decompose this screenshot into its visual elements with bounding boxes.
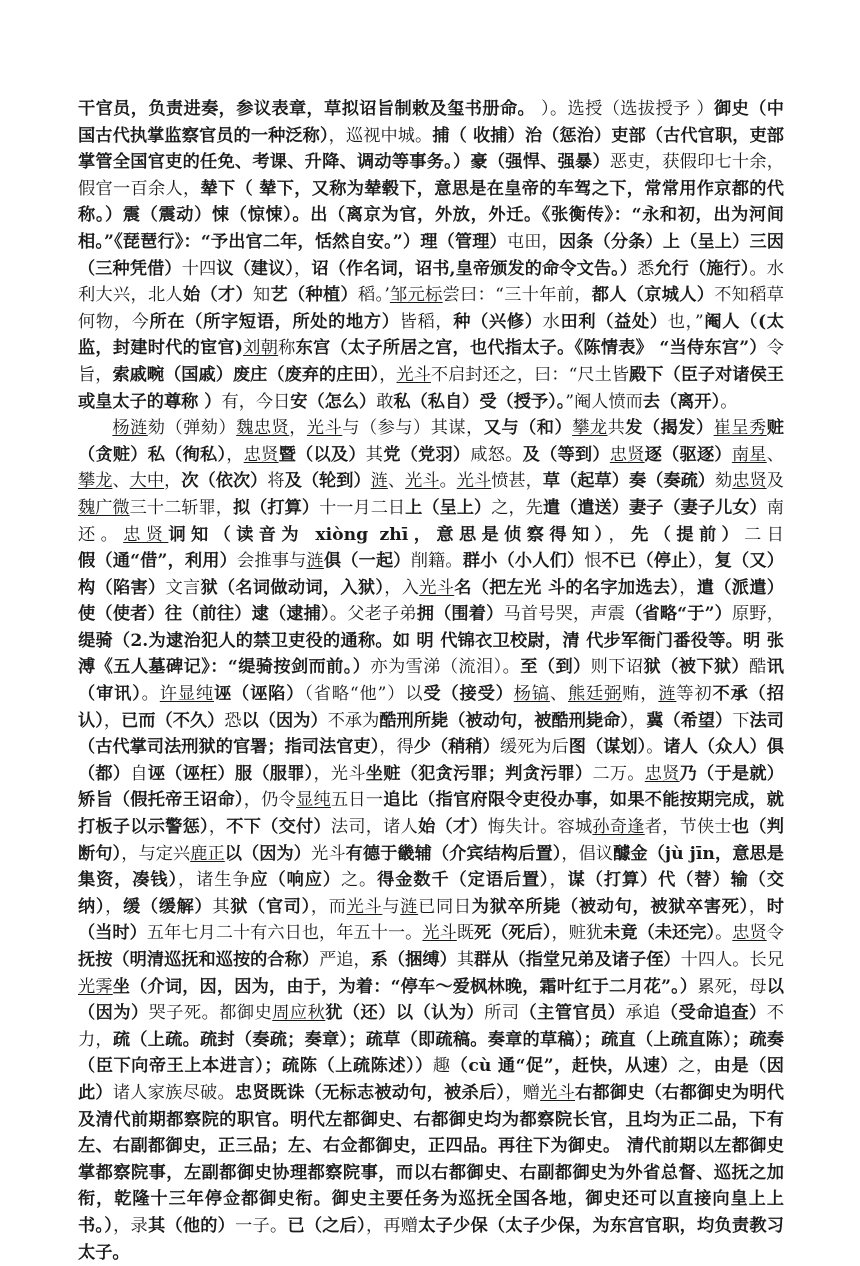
text-segment: ， xyxy=(697,551,715,572)
annotation-text: 允行（施行） xyxy=(654,258,750,279)
text-segment: 屯田， xyxy=(506,231,559,252)
annotation-text: 上（呈上） xyxy=(405,497,492,518)
text-segment: 劾（弹劾） xyxy=(147,418,237,439)
text-segment: 五年七月二十有六日也，年五十一。 xyxy=(146,923,423,944)
text-segment: 承追 xyxy=(625,1003,661,1024)
text-segment: ， xyxy=(208,817,227,838)
annotation-text: 干官员，负责进奏，参议表章，草拟诏旨制敕及玺书册命。 xyxy=(78,99,536,119)
annotation-text: 始（才） xyxy=(183,285,253,306)
annotation-text: 酷刑所毙（被动句，被酷刑毙命） xyxy=(379,710,629,731)
annotation-text: 有德于畿辅（介宾结构后置） xyxy=(345,843,562,864)
person-name: 光霁 xyxy=(78,976,113,997)
text-segment: 及 xyxy=(766,471,784,492)
annotation-text: 图（谋划） xyxy=(568,737,647,758)
person-name: 忠贤 xyxy=(732,471,767,492)
text-segment: 自 xyxy=(130,763,148,784)
annotation-text: 逐（驱逐） xyxy=(644,444,732,465)
annotation-text: 拟（打算） xyxy=(232,497,320,518)
text-segment: ，入 xyxy=(384,577,420,598)
text-segment: 称 xyxy=(278,338,296,359)
annotation-text: 种（兴修） xyxy=(453,311,543,332)
text-segment: ， xyxy=(105,896,123,917)
annotation-text: 都人（京城人） xyxy=(591,285,715,306)
annotation-text: 以（因为） xyxy=(78,976,784,1024)
annotation-text: 以（因为） xyxy=(241,710,328,731)
annotation-text: 先（提前） xyxy=(631,524,745,545)
annotation-text: （cù 通“促”，赶快，从速） xyxy=(450,1056,679,1077)
annotation-text: 去（离开） xyxy=(642,391,721,412)
annotation-text: 其（他的） xyxy=(147,1215,236,1236)
annotation-text: 应（响应） xyxy=(250,870,341,891)
text-segment: 稻。’ xyxy=(358,285,390,306)
text-segment: ， xyxy=(164,471,182,492)
annotation-text: 田利（益处） xyxy=(560,311,668,332)
text-segment: 法司，诸人 xyxy=(330,817,419,838)
annotation-text: 谋（打算）代（替）输（交纳） xyxy=(78,870,784,917)
text-segment: 令 xyxy=(766,923,784,944)
annotation-text: 已（之后） xyxy=(287,1215,366,1236)
text-segment: 之，先 xyxy=(491,497,543,518)
text-segment: 录 xyxy=(130,1215,148,1236)
annotation-text: 坐（介词，因，因为，由于，为着：“停车～爱枫林晚，霜叶红于二月花”。） xyxy=(112,976,698,997)
annotation-text: 群小（小人们） xyxy=(462,551,585,572)
text-segment: 悉 xyxy=(637,258,655,279)
annotation-text: 及（等到） xyxy=(522,444,610,465)
text-segment: 不承为 xyxy=(327,710,380,731)
text-segment: 之， xyxy=(678,1056,714,1077)
text-segment: 缓死为后 xyxy=(499,737,569,758)
text-segment: 其 xyxy=(456,950,475,970)
annotation-text: 议（建议） xyxy=(216,258,295,279)
text-segment: 共 xyxy=(607,418,626,439)
text-segment: ， xyxy=(549,870,568,891)
annotation-text: 辇下（ 辇下，又称为辇毂下，意思是在皇帝的车驾之下，常常用作京都的代称。）震（震动）悚（惊悚）。出（离京为官，外放，外迁。《张衡传》：“永和初，出为河间相。”《琵琶行》：“予出官二年，恬然自安。”）理（管理） xyxy=(78,178,784,252)
text-segment: ， xyxy=(226,444,244,465)
person-name: 崔呈秀 xyxy=(713,418,767,439)
text-segment: 劾 xyxy=(715,471,733,492)
person-name: 涟 xyxy=(400,896,419,917)
text-segment: ， xyxy=(294,258,312,279)
person-name: 光斗 xyxy=(540,1082,576,1103)
person-name: 杨镐 xyxy=(513,684,550,705)
document-body xyxy=(78,96,784,1266)
annotation-text: 阉人（(太监，封建时代的宦官) xyxy=(78,311,784,359)
person-name: 涟 xyxy=(658,684,677,705)
annotation-text: 拥（围着） xyxy=(416,604,504,625)
text-segment: 马首号哭，声震 xyxy=(503,604,626,625)
annotation-text: 受（接受） xyxy=(423,684,514,705)
person-name: 忠贤 xyxy=(732,923,767,944)
text-segment: ，诸生争 xyxy=(178,870,251,891)
annotation-text: 时（当时） xyxy=(78,896,784,944)
text-segment: 南还。 xyxy=(78,497,784,545)
annotation-text: 私（私自）受（授予）。 xyxy=(393,391,566,412)
person-name: 魏广微 xyxy=(78,497,130,518)
text-segment: ， xyxy=(113,1215,131,1236)
annotation-text: 东宫（太子所居之宫，也代指太子。《陈情表》 “当侍东宫”） xyxy=(295,338,767,359)
annotation-text: 不承（招认） xyxy=(78,684,784,731)
person-name: 忠贤 xyxy=(609,444,645,465)
annotation-text: 狱（官司） xyxy=(230,896,311,917)
annotation-text: 抚按（明清巡抚和巡按的合称） xyxy=(78,950,320,970)
text-segment: 光斗 xyxy=(311,843,346,864)
annotation-text: 不已（停止） xyxy=(601,551,698,572)
text-segment: 尝曰：“三十年前， xyxy=(442,285,592,306)
text-segment: 其谋， xyxy=(430,418,484,439)
text-segment: ， xyxy=(608,524,632,545)
annotation-text: 太子少保（太子少保，为东宫官职，均负责教习太子。 xyxy=(78,1215,784,1263)
annotation-text: 次（依次） xyxy=(181,471,268,492)
person-name: 攀龙 xyxy=(572,418,608,439)
text-segment: 亦为 xyxy=(370,657,406,678)
text-segment: 十四 xyxy=(181,258,217,279)
annotation-text: 不下（交付） xyxy=(226,817,331,838)
text-segment: 有，今日 xyxy=(221,391,291,412)
text-segment: 则下诏 xyxy=(590,657,644,678)
text-segment: 趣 xyxy=(432,1056,451,1077)
text-segment: 知 xyxy=(253,285,271,306)
annotation-text: 也（判断句） xyxy=(78,817,784,864)
annotation-text: 复（又）构（陷害） xyxy=(78,551,784,598)
text-segment: ，再赠 xyxy=(365,1215,419,1236)
paragraph xyxy=(78,96,784,415)
person-name: 忠贤 xyxy=(243,444,279,465)
person-name: 显纯 xyxy=(296,790,331,811)
text-segment: ，巡视中城。 xyxy=(328,125,433,146)
text-segment: 令旨， xyxy=(78,338,784,385)
text-segment: ，仍令 xyxy=(243,790,297,811)
annotation-text: 死（死后） xyxy=(474,923,552,944)
annotation-text: 名（把左光 斗的名字加选去） xyxy=(454,577,680,598)
annotation-text: 诸人（众人）俱（都） xyxy=(78,737,784,784)
text-segment: 水 xyxy=(542,311,561,332)
person-name: 鹿正 xyxy=(190,843,225,864)
text-segment: 等初 xyxy=(676,684,713,705)
annotation-text: 未竟（未还完） xyxy=(603,923,716,944)
annotation-text: 艺（种植） xyxy=(270,285,358,306)
person-name: 光斗 xyxy=(405,471,440,492)
annotation-text: 草（起草）奏（奏疏） xyxy=(542,471,716,492)
text-segment: 既 xyxy=(456,923,474,944)
person-name: 光斗 xyxy=(346,896,383,917)
person-name: 光斗 xyxy=(419,577,455,598)
person-name: 大中 xyxy=(129,471,165,492)
text-segment: 其 xyxy=(365,444,384,465)
person-name: 孙奇逢 xyxy=(592,817,645,838)
annotation-text: 疏（上疏。疏封（奏疏；奏章）；疏草（即疏稿。奏章的草稿）；疏直（上疏直陈）；疏奏（臣下向帝王上本进言）；疏陈（上疏陈述）） xyxy=(78,1029,784,1077)
person-name: 刘朝 xyxy=(243,338,279,359)
text-segment: 会推事与 xyxy=(237,551,307,572)
text-segment: 累死，母 xyxy=(697,976,767,997)
annotation-text: 坐赃（犯贪污罪；判贪污罪） xyxy=(365,763,593,784)
annotation-text: 系（捆缚） xyxy=(370,950,457,970)
person-name: 杨涟 xyxy=(112,418,148,439)
annotation-text: 追比（指官府限令吏役办事，如果不能按期完成，就打板子以示警惩） xyxy=(78,790,784,838)
person-name: 忠贤 xyxy=(644,763,680,784)
annotation-text: 发（揭发） xyxy=(625,418,714,439)
annotation-text: 诬（诬陷） xyxy=(213,684,305,705)
annotation-text: 右都御史（右都御史为明代及清代前期都察院的职官。明代左都御史、右都御史均为都察院长官，且均为正二品，下有左、右副都御史，正三品；左、右佥都御史，正四品。再往下为御史。 清代前期以左都御史掌都察院事，左副都御史协理都察院事，而以右都御史、右副都御史为外省总督、巡抚之加衔，乾隆十三年停佥都御史衔。御史主要任务为巡抚全国各地，御史还可以直接向皇上上书。） xyxy=(78,1082,784,1236)
text-segment: 也，” xyxy=(667,311,704,332)
text-segment: ， xyxy=(103,710,122,731)
annotation-text: 得金数千（定语后置） xyxy=(377,870,550,891)
text-segment: ，与定兴 xyxy=(121,843,191,864)
person-name: 邹元标 xyxy=(389,285,443,306)
annotation-text: 赃（贪赃）私（徇私） xyxy=(78,418,784,465)
text-segment: 、 xyxy=(387,471,406,492)
annotation-text: 索戚畹（国戚）废庄（废弃的庄田） xyxy=(112,364,380,385)
annotation-text: 乃（于是就） xyxy=(679,763,784,784)
annotation-text: 由是（因此） xyxy=(78,1056,784,1103)
text-segment: 不知稻草何物，今 xyxy=(78,285,784,332)
text-segment: 哭子死。都御史 xyxy=(148,1003,273,1024)
text-segment: 贿， xyxy=(622,684,659,705)
annotation-text: 狱（名词做动词，入狱） xyxy=(200,577,385,598)
annotation-text: 缓（缓解） xyxy=(123,896,213,917)
text-segment: 五日一 xyxy=(330,790,384,811)
text-segment: 、 xyxy=(112,471,130,492)
text-segment: 咸怒。 xyxy=(470,444,523,465)
text-segment: ，倡议 xyxy=(561,843,614,864)
text-segment: ， xyxy=(748,896,767,917)
person-name: 光斗 xyxy=(422,923,457,944)
annotation-text: 捕（ 收捕）治（惩治）吏部（古代官职，吏部掌管全国官吏的任免、考课、升降、调动等事务。） xyxy=(78,125,784,173)
annotation-text: 遣（派遣）使（使者）往（前往）逮（逮捕） xyxy=(78,577,784,625)
text-segment: ，赃犹 xyxy=(551,923,604,944)
text-segment: 恐 xyxy=(224,710,242,731)
text-segment: ）。选授（选拔授予 ） xyxy=(535,99,715,119)
text-segment: ，赠 xyxy=(505,1082,541,1103)
text-segment: 。 xyxy=(720,391,738,412)
text-segment: 二日 xyxy=(744,524,784,545)
text-segment: 酷 xyxy=(749,657,767,678)
text-segment: 不启封还之，曰：“尺土皆 xyxy=(430,364,630,385)
text-segment: 恶吏，获假印七十余，假官一百余人， xyxy=(78,152,784,199)
text-segment: ， xyxy=(379,364,397,385)
text-segment: 文言 xyxy=(165,577,201,598)
person-name: 光斗 xyxy=(396,364,431,385)
person-name: 忠贤 xyxy=(123,524,169,545)
annotation-text: 暨（以及） xyxy=(278,444,366,465)
annotation-text: 俱（一起） xyxy=(323,551,411,572)
annotation-text: （受命追查） xyxy=(660,1003,767,1024)
text-segment: 之。 xyxy=(340,870,378,891)
text-segment: ”阉人愤而 xyxy=(565,391,643,412)
annotation-text: （主管官员） xyxy=(519,1003,626,1024)
text-segment: 。水利大兴，北人 xyxy=(78,258,784,306)
person-name: 熊廷弼 xyxy=(567,684,623,705)
text-segment: ，而 xyxy=(310,896,347,917)
annotation-text: 已而（不久） xyxy=(121,710,225,731)
annotation-text: 安（怎么） xyxy=(290,391,377,412)
text-segment: 。 xyxy=(141,684,160,705)
annotation-text: 诏（作名词，诏书,皇帝颁发的命令文告。） xyxy=(311,258,638,279)
text-segment: 恨 xyxy=(584,551,602,572)
text-segment: 削籍。 xyxy=(410,551,463,572)
annotation-text: 至（到） xyxy=(520,657,591,678)
text-segment: 下 xyxy=(732,710,750,731)
annotation-text: 豪（强悍、强暴） xyxy=(470,152,610,173)
paragraph xyxy=(78,415,784,1266)
text-segment: ，得 xyxy=(379,737,414,758)
annotation-text: 讯（审讯） xyxy=(78,657,784,705)
annotation-text: 法司（古代掌司法刑狱的官署；指司法官吏） xyxy=(78,710,784,758)
text-segment: 将 xyxy=(267,471,285,492)
person-name: 涟 xyxy=(306,551,324,572)
text-segment: 者，节侠士 xyxy=(644,817,732,838)
annotation-text: 冀（希望） xyxy=(646,710,733,731)
text-segment: 。 xyxy=(646,737,664,758)
text-segment: 严追， xyxy=(319,950,371,970)
annotation-text: 殿下（臣子对诸侯王或皇太子的尊称 ） xyxy=(78,364,784,412)
annotation-text: 少（稍稍） xyxy=(413,737,500,758)
annotation-text: 矫旨（假托帝王诏命） xyxy=(78,790,244,811)
annotation-text: 假（通“借”，利用） xyxy=(78,551,238,572)
text-segment: 十一月二日 xyxy=(319,497,406,518)
annotation-text: 因条（分条）上（呈上）三因（三种凭借） xyxy=(78,231,784,279)
text-segment: 与（参与） xyxy=(342,418,431,439)
text-segment: ， xyxy=(679,577,697,598)
annotation-text: 为狱卒所毙（被动句，被狱卒害死） xyxy=(471,896,749,917)
person-name: 光斗 xyxy=(306,418,343,439)
annotation-text: 缇骑（2.为逮治犯人的禁卫吏役的通称。如 明 代锦衣卫校尉，清 代步军衙门番役等。明 张溥《五人墓碑记》：“缇骑按剑而前。） xyxy=(78,630,784,678)
annotation-text: 犹（还）以（认为） xyxy=(325,1003,485,1024)
text-segment: 敢 xyxy=(376,391,394,412)
annotation-text: 以（因为） xyxy=(224,843,312,864)
text-segment: （省略“他”）以 xyxy=(304,684,424,705)
annotation-text: 群从（指堂兄弟及诸子侄） xyxy=(474,950,681,970)
person-name: 许显纯 xyxy=(159,684,214,705)
text-segment: 诸人家族尽破。 xyxy=(112,1082,235,1103)
text-segment: ， xyxy=(289,418,307,439)
person-name: 魏忠贤 xyxy=(236,418,290,439)
annotation-text: 诇知（读音为 xiòng zhī，意思是侦察得知） xyxy=(168,524,609,545)
text-segment: ，光斗 xyxy=(313,763,366,784)
text-segment: 与 xyxy=(382,896,401,917)
text-segment: 不力， xyxy=(78,1003,784,1050)
text-segment: 二万。 xyxy=(592,763,645,784)
text-segment: 愤甚， xyxy=(491,471,543,492)
annotation-text: 遣（遣送）妻子（妻子儿女） xyxy=(542,497,767,518)
text-segment: 、 xyxy=(766,444,784,465)
annotation-text: 醵金（jù jīn，意思是集资，凑钱） xyxy=(78,843,784,891)
annotation-text: 党（党羽） xyxy=(383,444,471,465)
annotation-text: 始（才） xyxy=(418,817,488,838)
text-segment: 。 xyxy=(502,657,521,678)
text-segment: 。 xyxy=(439,471,457,492)
text-segment: 已同日 xyxy=(418,896,472,917)
annotation-text: 及（轮到） xyxy=(284,471,371,492)
person-name: 涟 xyxy=(370,471,388,492)
person-name: 南星 xyxy=(731,444,767,465)
annotation-text: 御史（中国古代执掌监察官员的一种泛称） xyxy=(78,99,784,146)
text-segment: 雪涕（流泪） xyxy=(405,657,503,678)
person-name: 周应秋 xyxy=(272,1003,326,1024)
text-segment: 一子。 xyxy=(235,1215,288,1236)
annotation-text: 所在（所字短语，所处的地方） xyxy=(149,311,400,332)
annotation-text: 忠贤既诛（无标志被动句，被杀后） xyxy=(234,1082,506,1103)
text-segment: ， xyxy=(629,710,647,731)
text-segment: 、 xyxy=(549,684,568,705)
annotation-text: （省略“于”） xyxy=(625,604,733,625)
person-name: 光斗 xyxy=(456,471,492,492)
annotation-text: 诬（诬枉）服（服罪） xyxy=(147,763,314,784)
person-name: 攀龙 xyxy=(78,471,113,492)
text-segment: 所司 xyxy=(484,1003,520,1024)
text-segment: 皆稻， xyxy=(399,311,454,332)
text-segment: 悔失计。容城 xyxy=(487,817,593,838)
text-segment: 十四人。长兄 xyxy=(680,950,784,970)
annotation-text: 又与（和） xyxy=(483,418,573,439)
annotation-text: 狱（被下狱） xyxy=(643,657,750,678)
text-segment: 其 xyxy=(212,896,231,917)
text-segment: 原野， xyxy=(732,604,784,625)
text-segment: 。父老子弟 xyxy=(329,604,417,625)
text-segment: 。 xyxy=(715,923,733,944)
text-segment: 三十二斩罪， xyxy=(129,497,233,518)
